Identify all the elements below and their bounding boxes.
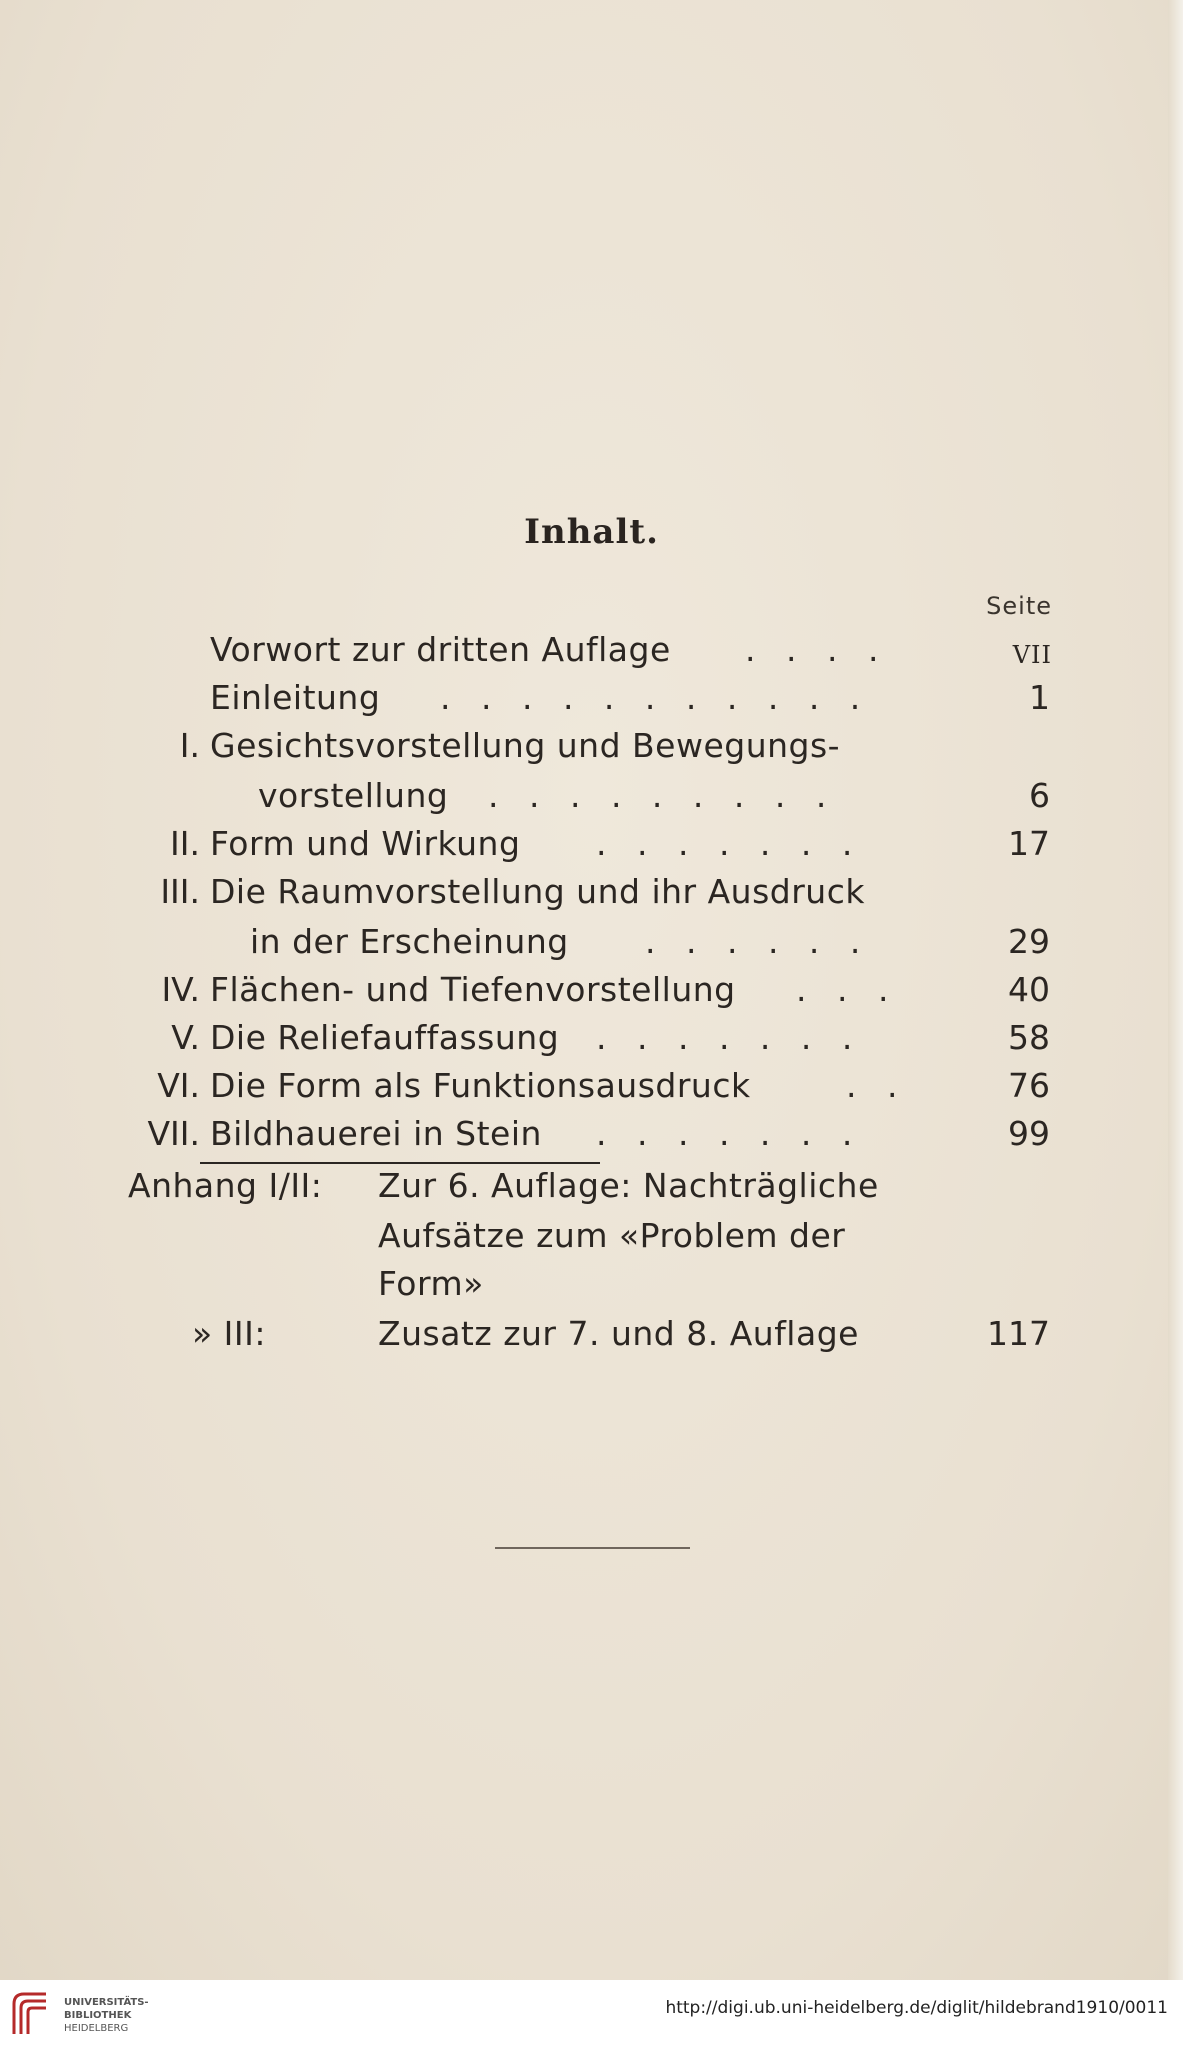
digitization-footer: [0, 1980, 1183, 2067]
toc-leader-dots: . . . . . .: [645, 922, 871, 961]
toc-leader-dots: . . . .: [745, 630, 889, 669]
toc-entry-number: VI.: [157, 1066, 200, 1105]
toc-entry-number: VII.: [147, 1114, 200, 1153]
toc-entry-title: Die Raumvorstellung und ihr Ausdruck: [210, 872, 865, 911]
toc-entry-title-continued: Aufsätze zum «Problem der: [378, 1216, 846, 1255]
toc-entry-title: Zur 6. Auflage: Nachträgliche: [378, 1166, 879, 1205]
toc-page-number: 58: [1008, 1018, 1050, 1057]
toc-leader-dots: . . . . . . . . .: [488, 776, 837, 815]
toc-leader-dots: . . . . . . .: [596, 1114, 863, 1153]
toc-page-number: VII: [1012, 641, 1052, 669]
library-name-line: HEIDELBERG: [64, 2023, 129, 2034]
toc-entry-title: Flächen- und Tiefenvorstellung: [210, 970, 736, 1009]
toc-entry-number: V.: [171, 1018, 200, 1057]
page-column-header: Seite: [986, 592, 1052, 620]
library-name-line: UNIVERSITÄTS-: [64, 1997, 149, 2008]
library-name-line: BIBLIOTHEK: [64, 2010, 132, 2021]
toc-page-number: 76: [1008, 1066, 1050, 1105]
handwritten-underline: [200, 1162, 600, 1164]
toc-leader-dots: . . . . . . .: [596, 824, 863, 863]
toc-page-number: 29: [1008, 922, 1050, 961]
toc-leader-dots: . .: [846, 1066, 908, 1105]
toc-entry-title-continued: Form»: [378, 1264, 484, 1303]
toc-page-number: 99: [1008, 1114, 1050, 1153]
toc-entry-title: Einleitung: [210, 678, 381, 717]
toc-appendix-label: Anhang I/II:: [128, 1166, 323, 1205]
library-logo-icon: [10, 1990, 50, 2036]
toc-leader-dots: . . . . . . .: [596, 1018, 863, 1057]
toc-leader-dots: . . .: [796, 970, 899, 1009]
toc-entry-title: Bildhauerei in Stein: [210, 1114, 542, 1153]
toc-entry-number: III.: [160, 872, 200, 911]
toc-page-number: 17: [1008, 824, 1050, 863]
toc-entry-title: Gesichtsvorstellung und Bewegungs-: [210, 726, 841, 765]
source-url-link[interactable]: http://digi.ub.uni-heidelberg.de/diglit/hildebrand1910/0011: [665, 1998, 1168, 2018]
toc-entry-title: Form und Wirkung: [210, 824, 521, 863]
section-rule: [495, 1547, 690, 1549]
toc-entry-number: II.: [170, 824, 200, 863]
toc-entry-title: Die Form als Funktionsausdruck: [210, 1066, 751, 1105]
toc-entry-title: Zusatz zur 7. und 8. Auflage: [378, 1314, 859, 1353]
library-name: [64, 1996, 149, 2035]
toc-entry-title: Die Reliefauffassung: [210, 1018, 560, 1057]
toc-entry-number: I.: [179, 726, 200, 765]
toc-entry-number: IV.: [161, 970, 200, 1009]
toc-page-number: 40: [1008, 970, 1050, 1009]
toc-entry-title-continued: in der Erscheinung: [250, 922, 569, 961]
toc-page-number: 6: [1029, 776, 1050, 815]
page-title: Inhalt.: [524, 512, 659, 552]
toc-appendix-label: » III:: [192, 1314, 266, 1353]
toc-leader-dots: . . . . . . . . . . .: [440, 678, 871, 717]
toc-entry-title: Vorwort zur dritten Auflage: [210, 630, 671, 669]
toc-entry-title-continued: vorstellung: [258, 776, 449, 815]
toc-page-number: 117: [987, 1314, 1050, 1353]
toc-page-number: 1: [1029, 678, 1050, 717]
